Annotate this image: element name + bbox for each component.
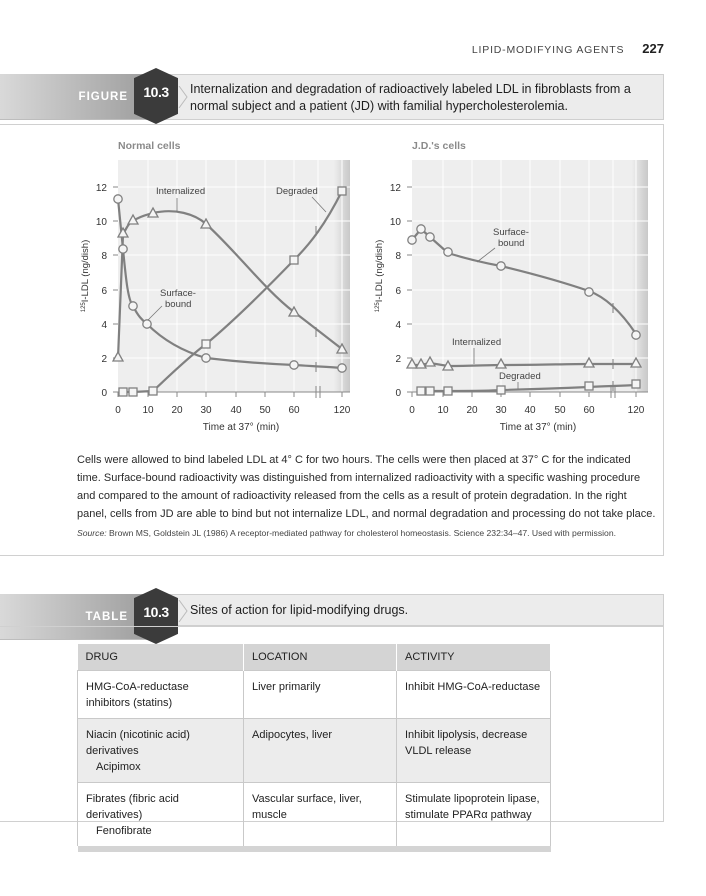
svg-text:Internalized: Internalized xyxy=(452,337,502,348)
svg-text:20: 20 xyxy=(171,405,183,416)
svg-text:Internalized: Internalized xyxy=(156,186,206,197)
svg-text:0: 0 xyxy=(115,405,121,416)
svg-text:10: 10 xyxy=(142,405,154,416)
svg-text:40: 40 xyxy=(230,405,242,416)
cell-activity: Inhibit lipolysis, decrease VLDL release xyxy=(397,719,551,783)
svg-text:120: 120 xyxy=(627,405,645,416)
svg-text:2: 2 xyxy=(395,354,401,365)
x-tick-labels xyxy=(409,405,645,416)
chart-title-normal: Normal cells xyxy=(118,140,181,152)
svg-text:30: 30 xyxy=(200,405,212,416)
figure-title: Internalization and degradation of radioactively labeled LDL in fibroblasts from a normal subject and a patient (JD) with familial hypercholesterolemia. xyxy=(190,82,631,113)
svg-text:50: 50 xyxy=(554,405,566,416)
column-header-drug: DRUG xyxy=(78,644,244,671)
x-axis-label: Time at 37° (min) xyxy=(499,422,577,433)
chart-normal-cells xyxy=(80,140,351,433)
svg-text:Surface-: Surface- xyxy=(160,288,196,299)
chart-title-jd: J.D.'s cells xyxy=(412,140,466,152)
page-number: 227 xyxy=(642,41,664,56)
cell-drug: HMG-CoA-reductase inhibitors (statins) xyxy=(78,671,244,719)
figure-source xyxy=(77,528,667,538)
y-axis-label xyxy=(80,240,91,313)
svg-text:10: 10 xyxy=(437,405,449,416)
cell-drug: Fibrates (fibric acid derivatives) Fenofibrate xyxy=(78,783,244,847)
svg-text:6: 6 xyxy=(101,286,107,297)
cell-drug-example: Acipimox xyxy=(96,761,141,773)
svg-text:bound: bound xyxy=(165,299,192,310)
svg-text:Surface-: Surface- xyxy=(493,227,529,238)
table-number: 10.3 xyxy=(143,604,169,620)
x-tick-labels xyxy=(115,405,351,416)
svg-text:120: 120 xyxy=(333,405,351,416)
chart-jd-cells xyxy=(374,140,648,433)
svg-text:Degraded: Degraded xyxy=(276,186,318,197)
svg-text:4: 4 xyxy=(395,320,401,331)
source-text: Brown MS, Goldstein JL (1986) A receptor-mediated pathway for cholesterol homeostasis. Science 232:34–47. Used with permission. xyxy=(106,528,616,538)
y-tick-labels xyxy=(96,183,108,399)
drug-table xyxy=(77,644,551,852)
svg-text:60: 60 xyxy=(288,405,300,416)
svg-text:12: 12 xyxy=(389,183,401,194)
svg-text:60: 60 xyxy=(583,405,595,416)
cell-location: Vascular surface, liver, muscle xyxy=(244,783,397,847)
svg-text:10: 10 xyxy=(95,217,107,228)
x-axis-label: Time at 37° (min) xyxy=(202,422,280,433)
running-head-section: LIPID-MODIFYING AGENTS xyxy=(471,44,625,56)
svg-text:8: 8 xyxy=(395,251,401,262)
svg-text:0: 0 xyxy=(395,388,401,399)
column-header-location: LOCATION xyxy=(244,644,397,671)
svg-text:bound: bound xyxy=(498,238,525,249)
column-header-activity: ACTIVITY xyxy=(397,644,551,671)
cell-drug: Niacin (nicotinic acid) derivatives Acipimox xyxy=(78,719,244,783)
svg-text:12: 12 xyxy=(95,183,107,194)
svg-text:125I-LDL (ng/dish): $^{125}$I-LDL (ng/dish) xyxy=(374,239,385,313)
table-header-row xyxy=(78,644,551,671)
table-footer-bar xyxy=(78,846,551,852)
svg-text:50: 50 xyxy=(259,405,271,416)
cell-location: Adipocytes, liver xyxy=(244,719,397,783)
y-axis-label xyxy=(374,240,385,313)
table-row xyxy=(78,783,551,847)
source-label: Source: xyxy=(77,528,107,538)
table-title: Sites of action for lipid-modifying drugs. xyxy=(190,603,409,617)
svg-text:6: 6 xyxy=(395,286,401,297)
cell-drug-example: Fenofibrate xyxy=(96,825,152,837)
y-tick-labels xyxy=(390,183,402,399)
svg-text:2: 2 xyxy=(101,354,107,365)
svg-text:30: 30 xyxy=(495,405,507,416)
table-tag-label: TABLE xyxy=(85,611,128,623)
figure-number: 10.3 xyxy=(143,84,169,100)
table-row xyxy=(78,719,551,783)
svg-text:20: 20 xyxy=(466,405,478,416)
figure-tag-label: FIGURE xyxy=(78,91,128,103)
figure-caption: Cells were allowed to bind labeled LDL at 4° C for two hours. The cells were then placed at 37° C for the indicated time. Surface-bound radioactivity was distinguished from internalized radioactivity with a specific washing procedure and compared to the amount of radioactivity released from the cells as a result of protein degradation. In the right panel, cells from JD are able to bind but not internalize LDL, and normal degradation and processing do not take place. xyxy=(77,454,656,520)
cell-activity: Stimulate lipoprotein lipase, stimulate PPARα pathway xyxy=(397,783,551,847)
table-row xyxy=(78,671,551,719)
cell-location: Liver primarily xyxy=(244,671,397,719)
cell-activity: Inhibit HMG-CoA-reductase xyxy=(397,671,551,719)
svg-text:40: 40 xyxy=(524,405,536,416)
svg-text:125I-LDL (ng/dish): $^{125}$I-LDL (ng/dish) xyxy=(80,239,91,313)
svg-text:Degraded: Degraded xyxy=(499,371,541,382)
svg-text:10: 10 xyxy=(389,217,401,228)
svg-text:0: 0 xyxy=(101,388,107,399)
svg-text:8: 8 xyxy=(101,251,107,262)
svg-text:4: 4 xyxy=(101,320,107,331)
svg-text:0: 0 xyxy=(409,405,415,416)
chevron-right-icon xyxy=(178,600,188,622)
